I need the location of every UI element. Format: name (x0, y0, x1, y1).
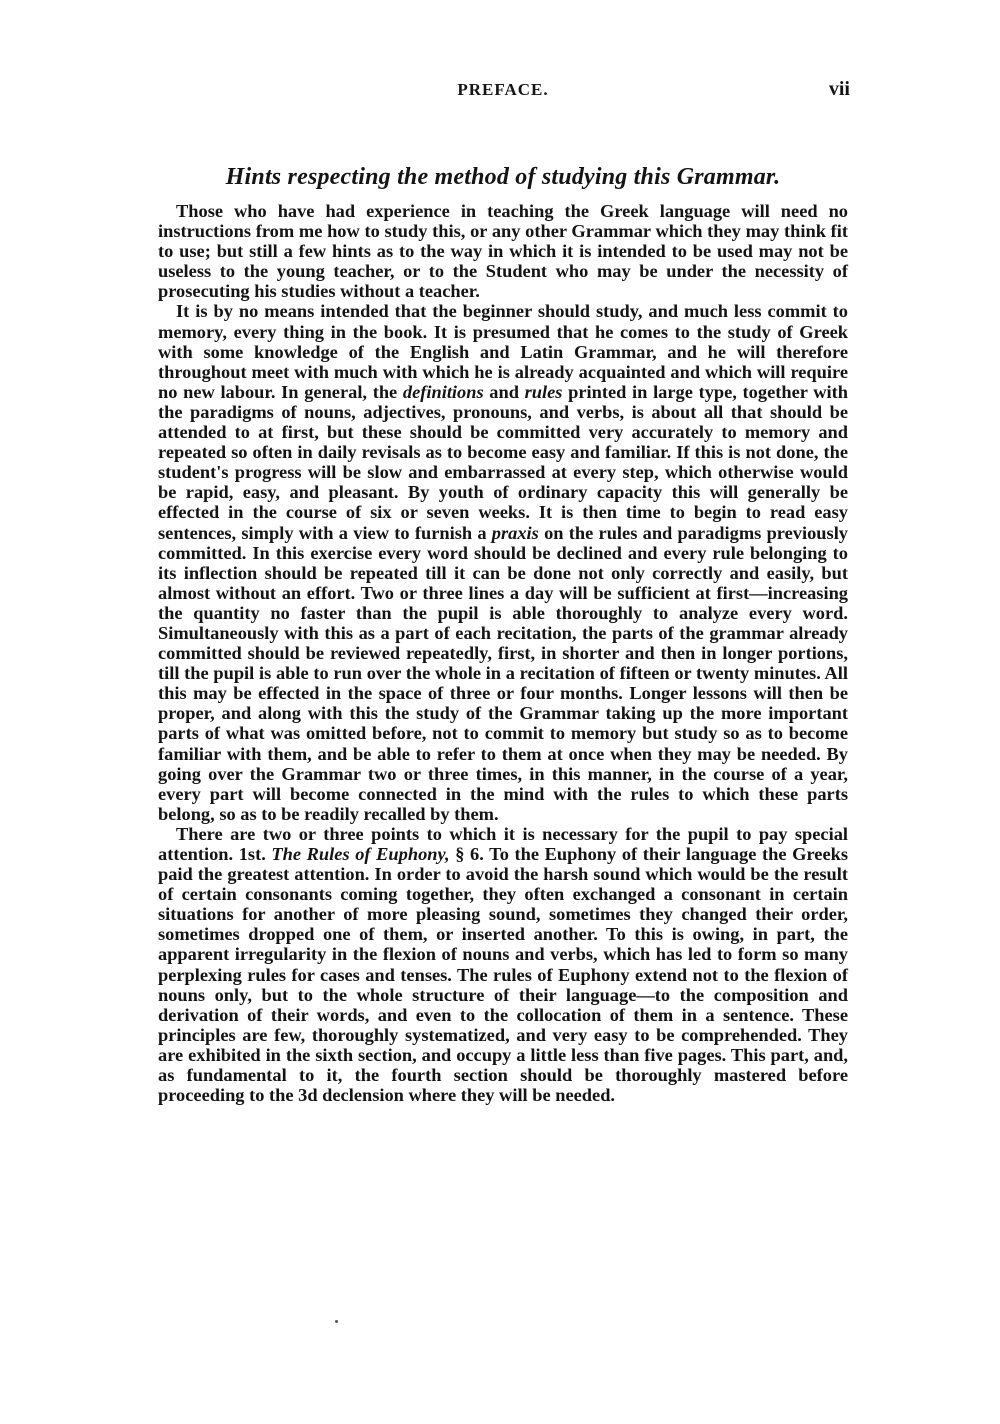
paragraph-2-text-a: It is by no means intended that the beginner should study, and much less commit to memory, every thing in the book. It is presumed that he comes to the study of Greek with some knowledge of the English and Latin Grammar, and he will therefore throughout meet with much with which he is already acquainted and which will require no new labour. In general, the (158, 301, 848, 402)
paragraph-1: Those who have had experience in teaching the Greek language will need no instructions from me how to study this, or any other Grammar which they may think fit to use; but still a few hints as to the way in which it is intended to be used may not be useless to the young teacher, or to the Student who may be under the necessity of prosecuting his studies without a teacher. (158, 201, 848, 302)
rules-of-euphony-reference: The Rules of Euphony, (271, 844, 450, 864)
paragraph-2-text-b: and (483, 381, 525, 402)
paragraph-3 (158, 824, 848, 1105)
praxis-term: praxis (491, 522, 539, 543)
page-number: vii (828, 78, 850, 100)
running-title: PREFACE. (457, 80, 549, 99)
running-head (158, 70, 848, 110)
paragraph-2 (158, 301, 848, 823)
paragraph-2-text-c: printed in large type, together with the paradigms of nouns, adjectives, pronouns, and verbs, is about all that should be attended to at first, but these should be committed very accurately to memory and repeated so often in daily revisals as to become easy and familiar. If this is not done, the student's progress will be slow and embarrassed at every step, which otherwise would be rapid, easy, and pleasant. By youth of ordinary capacity this will generally be effected in the course of six or seven weeks. It is then time to begin to read easy sentences, simply with a view to furnish a (158, 381, 848, 543)
paragraph-3-text-b: § 6. To the Euphony of their language the Greeks paid the greatest attention. In order to avoid the harsh sound which would be the result of certain consonants coming together, they often exchanged a consonant in certain situations for another of more pleasing sound, sometimes they changed their order, sometimes dropped one of them, or inserted another. To this is owing, in part, the apparent irregularity in the flexion of nouns and verbs, which has led to form so many perplexing rules for cases and tenses. The rules of Euphony extend not to the flexion of nouns only, but to the whole structure of their language—to the composition and derivation of their words, and even to the collocation of them in a sentence. These principles are few, thoroughly systematized, and very easy to be comprehended. They are exhibited in the sixth section, and occupy a little less than five pages. This part, and, as fundamental to it, the fourth section should be thoroughly mastered before proceeding to the 3d declension where they will be needed. (158, 844, 848, 1106)
rules-term: rules (524, 381, 563, 402)
section-title: Hints respecting the method of studying this Grammar. (225, 164, 781, 190)
page-content (158, 70, 848, 1105)
footer-dot (335, 1320, 338, 1323)
paragraph-2-text-d: on the rules and paradigms previously committed. In this exercise every word should be declined and every rule belonging to its inflection should be repeated till it can be done not only correctly and easily, but almost without an effort. Two or three lines a day will be sufficient at first—increasing the quantity no faster than the pupil is able thoroughly to analyze every word. Simultaneously with this as a part of each recitation, the parts of the grammar already committed should be reviewed repeatedly, first, in shorter and then in longer portions, till the pupil is able to run over the whole in a recitation of fifteen or twenty minutes. All this may be effected in the space of three or four months. Longer lessons will then be proper, and along with this the study of the Grammar taking up the more important parts of what was omitted before, not to commit to memory but study so as to become familiar with them, and be able to refer to them at once when they may be needed. By going over the Grammar two or three times, in this manner, in the course of a year, every part will become connected in the mind with the rules to which these parts belong, so as to be readily recalled by them. (158, 522, 848, 824)
definitions-term: definitions (402, 381, 484, 402)
paragraph-3-text-a: There are two or three points to which it is necessary for the pupil to pay special attention. 1st. (158, 823, 848, 864)
